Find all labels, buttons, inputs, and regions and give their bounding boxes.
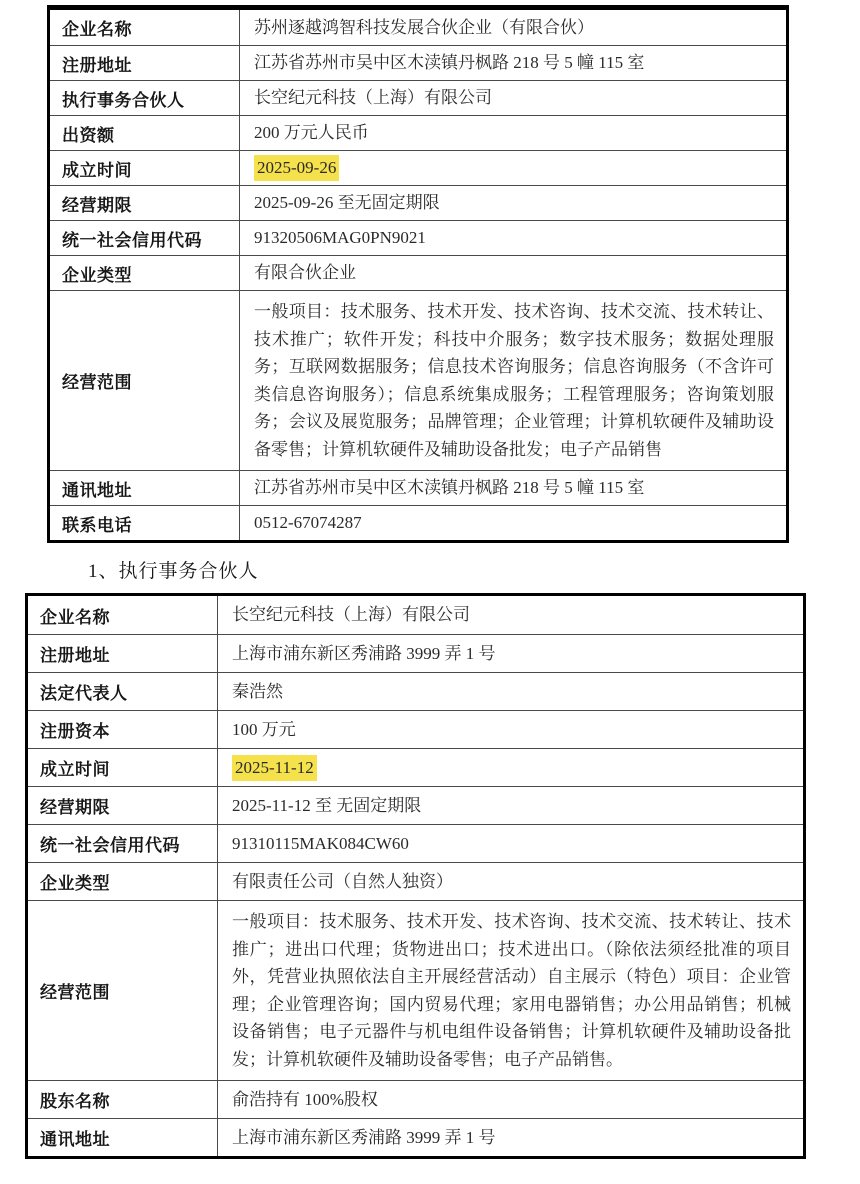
table-row [50, 45, 786, 80]
row-value: 江苏省苏州市吴中区木渎镇丹枫路 218 号 5 幢 115 室 [254, 478, 645, 497]
table-row [28, 710, 803, 748]
table-row [28, 634, 803, 672]
table-row [50, 185, 786, 220]
row-label: 注册资本 [28, 711, 218, 748]
row-value: 上海市浦东新区秀浦路 3999 弄 1 号 [232, 1127, 496, 1147]
row-label: 注册地址 [28, 635, 218, 672]
table-row [28, 748, 803, 786]
table-row [28, 862, 803, 900]
row-value: 秦浩然 [232, 681, 283, 701]
row-value: 长空纪元科技（上海）有限公司 [232, 605, 470, 624]
row-value: 苏州逐越鸿智科技发展合伙企业（有限合伙） [254, 17, 594, 37]
row-value: 一般项目：技术服务、技术开发、技术咨询、技术交流、技术转让、技术推广；进出口代理；货物进出口；技术进出口。（除依法须经批准的项目外，凭营业执照依法自主开展经营活动）自主展示（特色）项目：企业管理；企业管理咨询；国内贸易代理；家用电器销售；办公用品销售；机械设备销售；电子元器件与机电组件设备销售；计算机软硬件及辅助设备批发；计算机软硬件及辅助设备零售；电子产品销售。 [232, 912, 791, 1069]
table-row [50, 80, 786, 115]
row-value: 2025-09-26 至无固定期限 [254, 193, 440, 212]
table-row [28, 596, 803, 634]
partnership-company-info-table [47, 5, 789, 543]
row-label: 企业类型 [50, 256, 240, 290]
row-value: 一般项目：技术服务、技术开发、技术咨询、技术交流、技术转让、技术推广；软件开发；科技中介服务；数字技术服务；数据处理服务；互联网数据服务；信息技术咨询服务；信息咨询服务（不含许可类信息咨询服务）；信息系统集成服务；工程管理服务；咨询策划服务；会议及展览服务；品牌管理；企业管理；计算机软硬件及辅助设备零售；计算机软硬件及辅助设备批发；电子产品销售 [254, 302, 774, 459]
row-label: 企业名称 [50, 10, 240, 45]
row-label: 企业类型 [28, 863, 218, 900]
highlighted-date: 2025-09-26 [254, 155, 339, 181]
section-heading-executive-partner: 1、执行事务合伙人 [88, 561, 259, 582]
table-row [50, 10, 786, 45]
table-row [50, 505, 786, 540]
table-row [50, 255, 786, 290]
row-value: 2025-11-12 至 无固定期限 [232, 795, 422, 815]
row-label: 通讯地址 [50, 471, 240, 505]
table-row [50, 290, 786, 470]
row-label: 注册地址 [50, 46, 240, 80]
row-value: 江苏省苏州市吴中区木渎镇丹枫路 218 号 5 幢 115 室 [254, 53, 645, 72]
row-value: 200 万元人民币 [254, 123, 369, 142]
table-row [28, 786, 803, 824]
table-row [28, 1118, 803, 1156]
row-label: 经营范围 [50, 291, 240, 470]
row-value: 有限合伙企业 [254, 263, 356, 282]
table-row [50, 220, 786, 255]
row-value: 长空纪元科技（上海）有限公司 [254, 88, 492, 107]
row-label: 执行事务合伙人 [50, 81, 240, 115]
row-label: 法定代表人 [28, 673, 218, 710]
row-label: 联系电话 [50, 506, 240, 540]
row-label: 出资额 [50, 116, 240, 150]
table-row [28, 900, 803, 1080]
row-value: 0512-67074287 [254, 513, 362, 532]
row-value: 俞浩持有 100%股权 [232, 1089, 378, 1109]
row-value: 有限责任公司（自然人独资） [232, 871, 453, 891]
row-label: 成立时间 [50, 151, 240, 185]
row-label: 成立时间 [28, 749, 218, 786]
row-label: 经营范围 [28, 901, 218, 1080]
row-label: 经营期限 [28, 787, 218, 824]
table-row [28, 824, 803, 862]
table-row [28, 1080, 803, 1118]
table-row [50, 470, 786, 505]
row-value: 上海市浦东新区秀浦路 3999 弄 1 号 [232, 643, 496, 663]
row-label: 统一社会信用代码 [28, 825, 218, 862]
row-label: 经营期限 [50, 186, 240, 220]
row-value [218, 749, 803, 786]
row-label: 股东名称 [28, 1081, 218, 1118]
row-value: 91320506MAG0PN9021 [254, 228, 426, 247]
row-label: 通讯地址 [28, 1119, 218, 1156]
table-row [28, 672, 803, 710]
row-value: 100 万元 [232, 719, 296, 739]
row-value: 91310115MAK084CW60 [232, 833, 409, 853]
executive-partner-info-table [25, 593, 806, 1159]
row-label: 企业名称 [28, 596, 218, 634]
table-row [50, 150, 786, 185]
table-row [50, 115, 786, 150]
row-label: 统一社会信用代码 [50, 221, 240, 255]
row-value [240, 151, 786, 185]
highlighted-date: 2025-11-12 [232, 755, 317, 781]
